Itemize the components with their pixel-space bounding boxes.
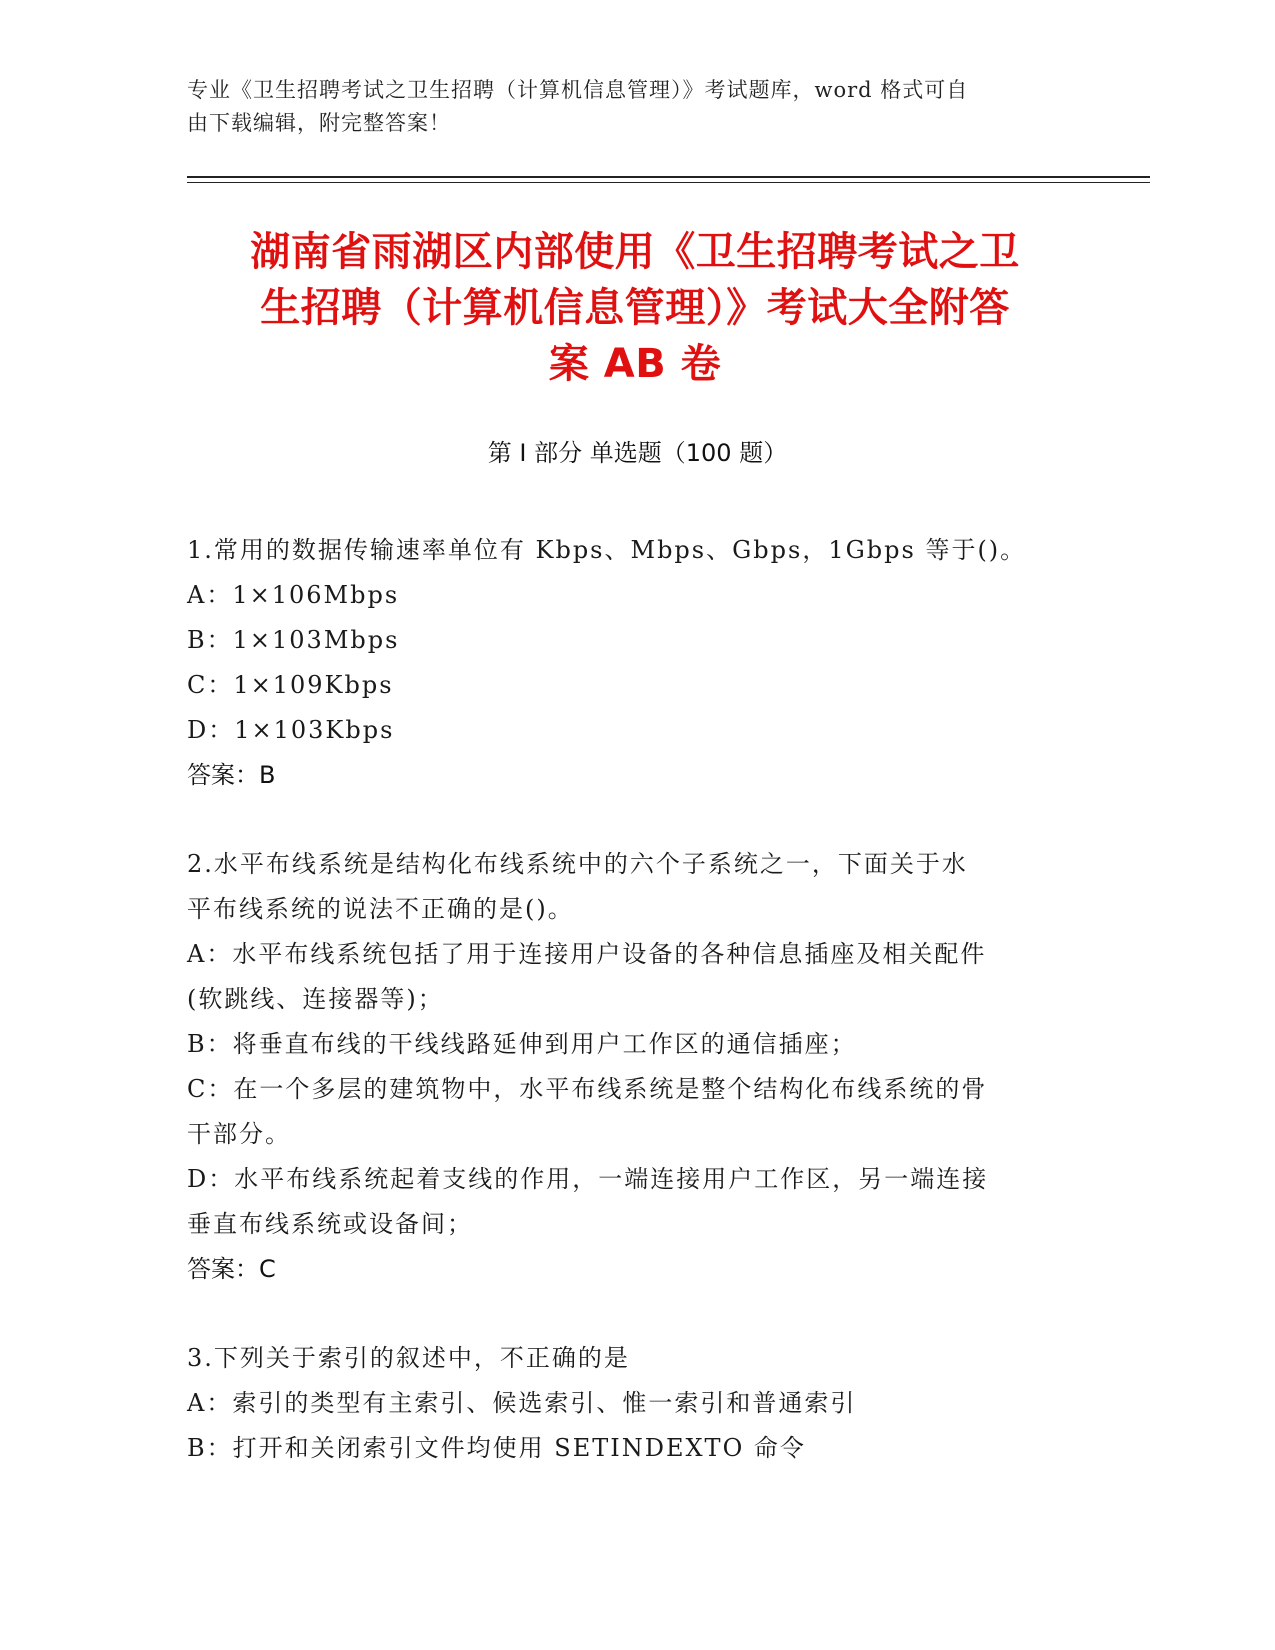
- question-1-answer: 答案：B: [187, 761, 276, 789]
- question-3-option-b: B：打开和关闭索引文件均使用 SETINDEXTO 命令: [187, 1434, 806, 1462]
- question-3: [187, 1336, 1067, 1471]
- question-2-stem-line-2: 平布线系统的说法不正确的是()。: [187, 895, 574, 923]
- question-3-stem: 3.下列关于索引的叙述中，不正确的是: [187, 1344, 630, 1372]
- question-list: [187, 528, 1067, 1515]
- question-2-stem-line-1: 2.水平布线系统是结构化布线系统中的六个子系统之一，下面关于水: [187, 850, 968, 878]
- question-1-stem: 1.常用的数据传输速率单位有 Kbps、Mbps、Gbps，1Gbps 等于()。: [187, 536, 1027, 564]
- section-heading: 第 I 部分 单选题（100 题）: [487, 439, 788, 467]
- document-title-line-3: 案 AB 卷: [548, 341, 722, 387]
- document-title-line-2: 生招聘（计算机信息管理）》考试大全附答: [260, 285, 1010, 331]
- question-1-option-d: D：1×103Kbps: [187, 716, 395, 744]
- question-3-option-a: A：索引的类型有主索引、候选索引、惟一索引和普通索引: [187, 1389, 857, 1417]
- question-2-option-c-line-1: C：在一个多层的建筑物中，水平布线系统是整个结构化布线系统的骨: [187, 1075, 988, 1103]
- question-2-option-d-line-1: D：水平布线系统起着支线的作用，一端连接用户工作区，另一端连接: [187, 1165, 989, 1193]
- question-1-option-a: A：1×106Mbps: [187, 581, 400, 609]
- question-1: [187, 528, 1067, 798]
- question-2-answer: 答案：C: [187, 1255, 276, 1283]
- header-note: [187, 74, 1067, 140]
- document-title: [190, 224, 1080, 392]
- question-1-option-b: B：1×103Mbps: [187, 626, 400, 654]
- header-note-line-1: 专业《卫生招聘考试之卫生招聘（计算机信息管理）》考试题库，word 格式可自: [187, 78, 969, 102]
- question-1-option-c: C：1×109Kbps: [187, 671, 394, 699]
- document-title-line-1: 湖南省雨湖区内部使用《卫生招聘考试之卫: [250, 229, 1020, 275]
- question-2-option-a-line-1: A：水平布线系统包括了用于连接用户设备的各种信息插座及相关配件: [187, 940, 987, 968]
- question-2: [187, 842, 1067, 1292]
- header-divider-thin: [187, 182, 1150, 183]
- header-note-line-2: 由下载编辑，附完整答案！: [187, 111, 451, 135]
- question-2-option-a-line-2: (软跳线、连接器等)；: [187, 985, 444, 1013]
- question-2-option-c-line-2: 干部分。: [187, 1120, 291, 1148]
- header-divider-thick: [187, 176, 1150, 178]
- question-2-option-b: B：将垂直布线的干线线路延伸到用户工作区的通信插座；: [187, 1030, 857, 1058]
- question-2-option-d-line-2: 垂直布线系统或设备间；: [187, 1210, 473, 1238]
